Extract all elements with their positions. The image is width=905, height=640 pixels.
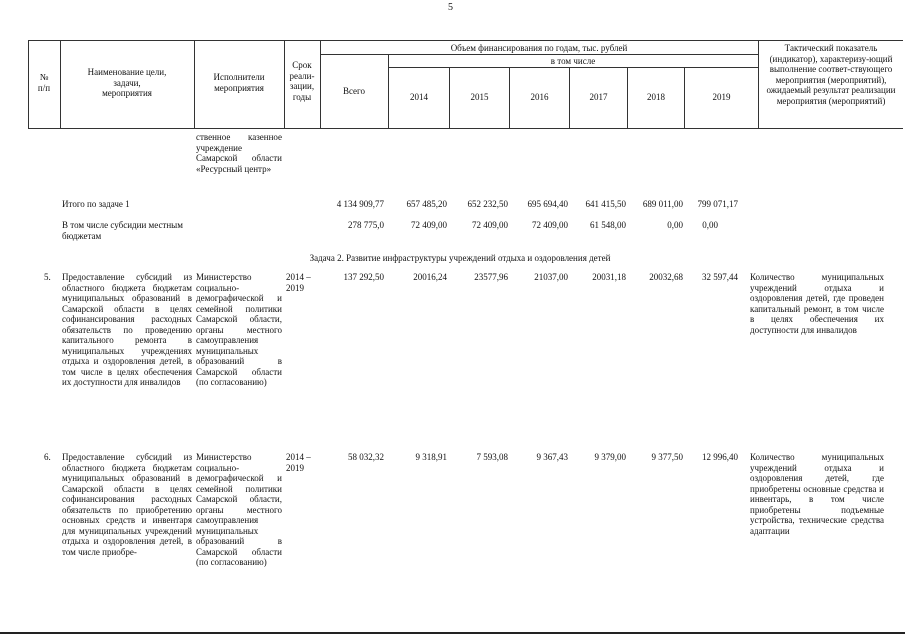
row-2016: 9 367,43 — [536, 452, 568, 462]
header-name: Наименование цели, задачи, мероприятия — [87, 67, 167, 98]
header-including-divider — [388, 67, 758, 68]
row-name: Предоставление субсидий из областного бюджета бюджетам муниципальных образований в Самарской области в целях софинансирования расходных обязательств по приобретению основных средств и инвентаря для муниципальных учреждений отдыха и оздоровления детей, в том числе приобре- — [62, 452, 192, 557]
header-num: № п/п — [37, 72, 51, 93]
total-task1-2016: 695 694,40 — [527, 199, 568, 209]
row-2017: 20031,18 — [592, 272, 626, 282]
subsidy-2017: 61 548,00 — [590, 220, 626, 230]
row-2014: 9 318,91 — [415, 452, 447, 462]
row-2015: 23577,96 — [474, 272, 508, 282]
header-vline — [569, 67, 570, 128]
header-vline — [627, 67, 628, 128]
header-vline — [60, 40, 61, 128]
subsidy-2019: 0,00 — [702, 220, 718, 230]
total-task1-2015: 652 232,50 — [467, 199, 508, 209]
row-2019: 12 996,40 — [702, 452, 738, 462]
total-task1-2014: 657 485,20 — [406, 199, 447, 209]
subsidy-sum: 278 775,0 — [348, 220, 384, 230]
header-year: 2017 — [589, 92, 608, 102]
bottom-border — [0, 632, 905, 634]
row-executor: Министерство социально-демографической и семейной политики Самарской области, органы местного самоуправления муниципальных образований в Самарской области (по согласованию) — [196, 452, 282, 567]
row-term: 2014 – 2019 — [286, 452, 311, 473]
subsidy-2016: 72 409,00 — [532, 220, 568, 230]
row-indicator: Количество муниципальных учреждений отдыха и оздоровления детей, где приобретены основные средства и инвентарь, в том числе приобретены подъемные устройства, технические средства адаптации — [750, 452, 884, 536]
row-total: 137 292,50 — [343, 272, 384, 282]
total-task1-2017: 641 415,50 — [585, 199, 626, 209]
header-total: Всего — [342, 86, 366, 96]
header-vline — [758, 40, 759, 128]
header-indicator: Тактический показатель (индикатор), характеризу-ющий выполнение соответ-ствующего мероприятия (мероприятий), ожидаемый результат реализации мероприятия (мероприятий) — [766, 43, 896, 106]
row-total: 58 032,32 — [348, 452, 384, 462]
row-2018: 9 377,50 — [651, 452, 683, 462]
total-task1-2018: 689 011,00 — [642, 199, 683, 209]
header-year: 2018 — [647, 92, 665, 102]
header-year: 2014 — [410, 92, 428, 102]
header-vline — [28, 40, 29, 128]
row-2017: 9 379,00 — [594, 452, 626, 462]
row-indicator: Количество муниципальных учреждений отдыха и оздоровления детей, где проведен капитальный ремонт, в том числе в целях обеспечения их доступности для инвалидов — [750, 272, 884, 335]
row-name: Предоставление субсидий из областного бюджета бюджетам муниципальных образований в Самарской области в целях софинансирования расходных обязательств по проведению капитального ремонта в муниципальных учреждениях отдыха и оздоровления детей, в том числе в целях обеспечения их доступности для инвалидов — [62, 272, 192, 387]
row-2015: 7 593,08 — [476, 452, 508, 462]
row-term: 2014 – 2019 — [286, 272, 311, 293]
header-bottom-border — [28, 128, 903, 129]
row-2016: 21037,00 — [534, 272, 568, 282]
total-task1-sum: 4 134 909,77 — [336, 199, 384, 209]
header-top-border — [28, 40, 903, 41]
subsidy-2018: 0,00 — [667, 220, 683, 230]
header-vline — [284, 40, 285, 128]
header-year: 2019 — [712, 92, 731, 102]
header-executor: Исполнители мероприятия — [213, 72, 265, 93]
row-2018: 20032,68 — [649, 272, 683, 282]
row-2019: 32 597,44 — [702, 272, 738, 282]
header-term: Срок реали- зации, годы — [289, 60, 315, 102]
header-including: в том числе — [550, 56, 596, 66]
row-number: 6. — [44, 452, 51, 462]
carry-over-executor: ственное казенное учреждение Самарской области «Ресурсный центр» — [196, 132, 282, 174]
task2-heading: Задача 2. Развитие инфраструктуры учреждений отдыха и оздоровления детей — [309, 253, 611, 263]
header-year: 2016 — [530, 92, 549, 102]
header-funding-divider — [320, 54, 758, 55]
subsidy-2014: 72 409,00 — [411, 220, 447, 230]
header-vline — [388, 54, 389, 128]
subsidy-2015: 72 409,00 — [472, 220, 508, 230]
header-vline — [320, 40, 321, 128]
header-vline — [684, 67, 685, 128]
header-vline — [509, 67, 510, 128]
header-funding: Объем финансирования по годам, тыс. рублей — [450, 43, 628, 53]
header-vline — [194, 40, 195, 128]
total-task1-2019: 799 071,17 — [697, 199, 738, 209]
row-number: 5. — [44, 272, 51, 282]
total-task1-label: Итого по задаче 1 — [62, 199, 130, 209]
subsidy-label: В том числе субсидии местным бюджетам — [62, 220, 183, 241]
row-executor: Министерство социально-демографической и семейной политики Самарской области, органы местного самоуправления муниципальных образований в Самарской области (по согласованию) — [196, 272, 282, 387]
header-year: 2015 — [470, 92, 489, 102]
row-2014: 20016,24 — [413, 272, 447, 282]
header-vline — [449, 67, 450, 128]
page-number: 5 — [448, 2, 453, 13]
